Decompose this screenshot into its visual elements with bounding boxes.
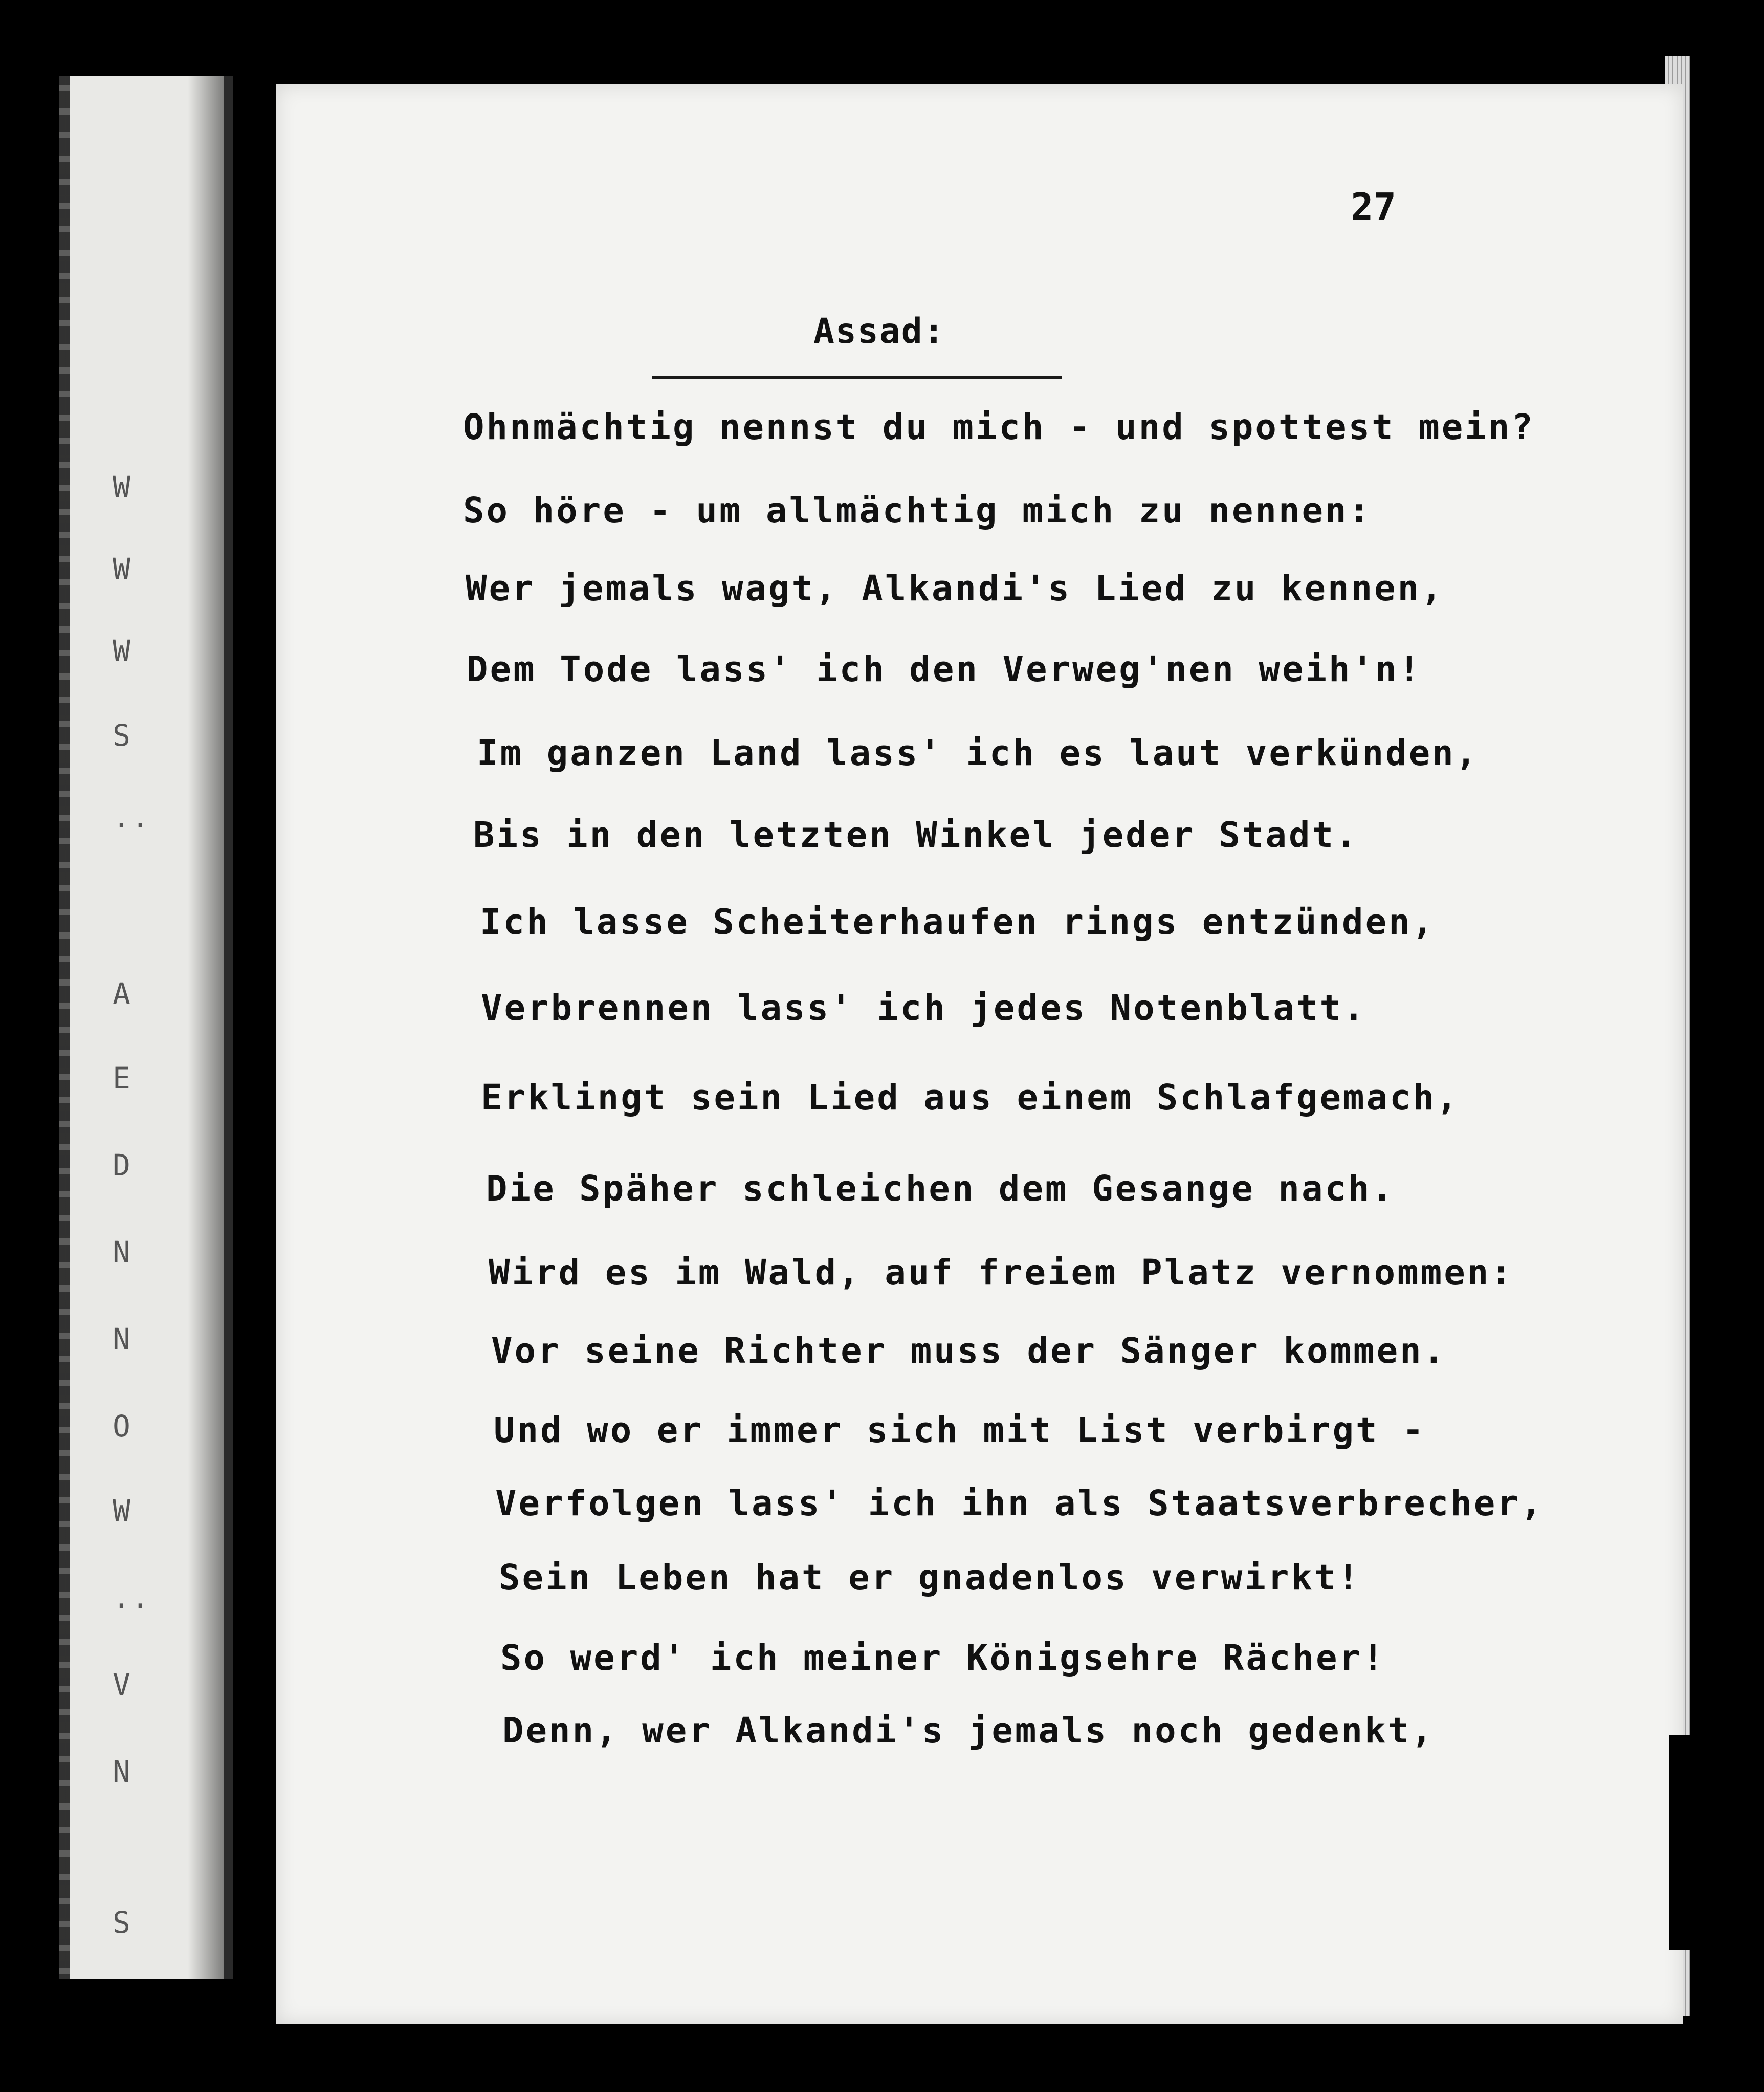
verse-line: Wird es im Wald, auf freiem Platz vernommen:: [489, 1252, 1514, 1293]
page-number: 27: [1351, 185, 1397, 229]
verse-line: Sein Leben hat er gnadenlos verwirkt!: [499, 1557, 1361, 1598]
left-fragment: V: [113, 1667, 131, 1702]
left-fragment: O: [113, 1409, 131, 1444]
left-fragment: W: [113, 552, 131, 586]
left-fragment: S: [113, 718, 131, 753]
left-fragment: W: [113, 1493, 131, 1528]
verse-line: Vor seine Richter muss der Sänger kommen.: [491, 1331, 1447, 1371]
left-fragment: N: [113, 1235, 131, 1270]
speaker-heading: Assad:: [813, 311, 945, 352]
dark-tab: [1669, 1735, 1764, 1950]
verse-line: Im ganzen Land lass' ich es laut verkünden,: [477, 733, 1479, 774]
left-fragment: E: [113, 1061, 131, 1096]
verse-line: Bis in den letzten Winkel jeder Stadt.: [473, 815, 1359, 856]
left-fragment: W: [113, 634, 131, 668]
left-fragment: N: [113, 1754, 131, 1789]
verse-line: Denn, wer Alkandi's jemals noch gedenkt,: [502, 1710, 1435, 1751]
verse-line: Ich lasse Scheiterhaufen rings entzünden,: [480, 902, 1436, 943]
verse-line: Die Späher schleichen dem Gesange nach.: [486, 1168, 1395, 1209]
binding-shadow: [188, 76, 224, 1979]
speaker-underline: [652, 376, 1062, 379]
verse-line: So werd' ich meiner Königsehre Rächer!: [500, 1638, 1386, 1679]
left-fragment: A: [113, 976, 131, 1011]
verse-line: Ohnmächtig nennst du mich - und spottest mein?: [463, 407, 1535, 448]
left-fragment: W: [113, 470, 131, 505]
verse-line: Verfolgen lass' ich ihn als Staatsverbrecher,: [495, 1483, 1544, 1524]
left-fragment: D: [113, 1148, 131, 1183]
left-fragment: N: [113, 1322, 131, 1357]
verse-line: Und wo er immer sich mit List verbirgt -: [494, 1410, 1426, 1451]
left-fragment: S: [113, 1905, 131, 1940]
verse-line: Dem Tode lass' ich den Verweg'nen weih'n!: [467, 649, 1422, 690]
verse-line: So höre - um allmächtig mich zu nennen:: [463, 490, 1372, 531]
left-page-edge: [59, 76, 233, 1979]
left-fragment: ..: [113, 800, 150, 835]
verse-line: Verbrennen lass' ich jedes Notenblatt.: [481, 988, 1366, 1029]
verse-line: Wer jemals wagt, Alkandi's Lied zu kennen,: [466, 568, 1444, 609]
torn-edge: [59, 76, 70, 1979]
left-fragment: ..: [113, 1580, 150, 1615]
verse-line: Erklingt sein Lied aus einem Schlafgemach,: [481, 1077, 1460, 1118]
